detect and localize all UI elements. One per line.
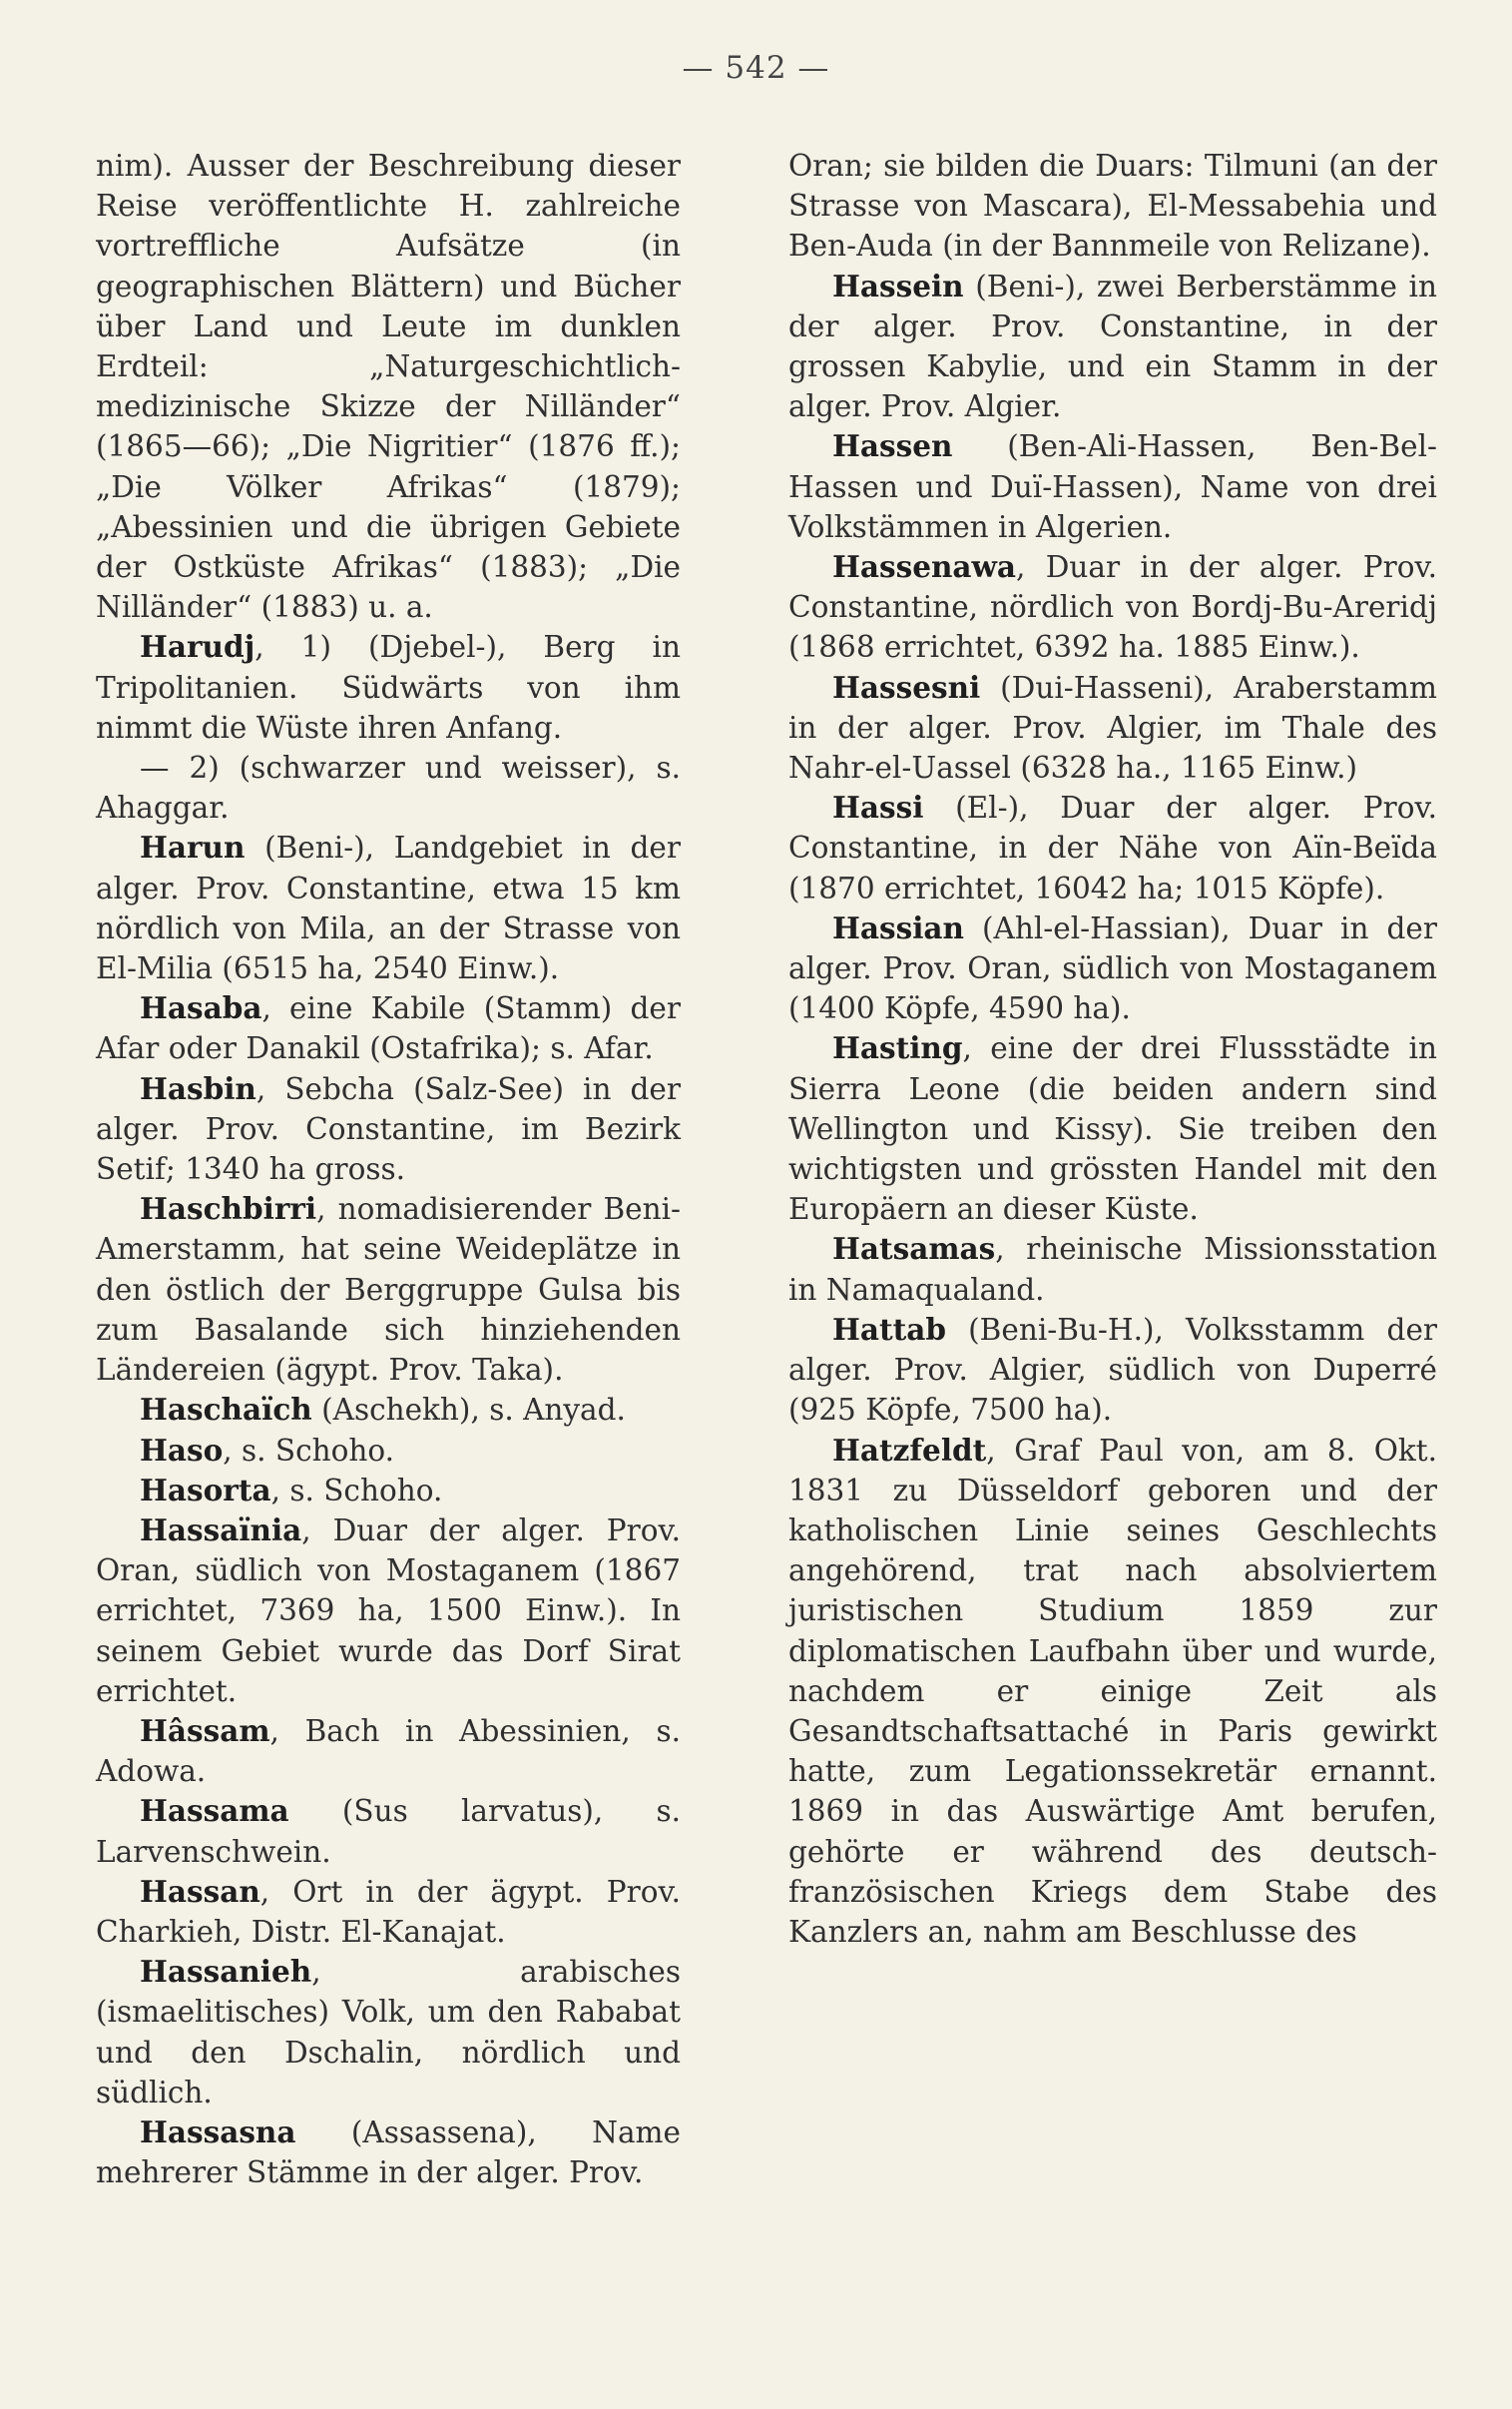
entry-headword: Hatzfeldt	[832, 1432, 987, 1468]
entry	[788, 547, 1437, 668]
entry	[788, 267, 1437, 427]
left-column	[96, 146, 681, 2192]
entry-headword: Hasorta	[140, 1472, 271, 1507]
entry-headword: Hattab	[832, 1311, 946, 1347]
entry-headword: Hassanieh	[140, 1954, 312, 1990]
entry-headword: Hassi	[832, 790, 924, 826]
entry-text: , Bach in Abessinien, s. Adowa.	[96, 1713, 681, 1789]
entry-text: (Ahl-el-Hassian), Duar in der alger. Prov. Oran, südlich von Mostaganem (1400 Köpfe, 4590 ha).	[788, 910, 1437, 1026]
entry-text: , eine der drei Flussstädte in Sierra Leone (die beiden andern sind Wellington und Kissy). Sie treiben den wichtigsten und grössten Handel mit den Europäern an dieser Küste.	[788, 1031, 1437, 1227]
entry	[788, 788, 1437, 908]
entry	[96, 1791, 681, 1871]
entry-text: , rheinische Missionsstation in Namaqualand.	[788, 1232, 1437, 1307]
entry	[96, 1069, 681, 1190]
entry-text: nim). Ausser der Beschreibung dieser Reise veröffentlichte H. zahlreiche vortreffliche Aufsätze (in geographischen Blättern) und Bücher über Land und Leute im dunklen Erdteil: „Naturgeschichtlich-medizinische Skizze der Nilländer“ (1865—66); „Die Nigritier“ (1876 ff.); „Die Völker Afrikas“ (1879); „Abessinien und die übrigen Gebiete der Ostküste Afrikas“ (1883); „Die Nilländer“ (1883) u. a.	[96, 149, 681, 625]
entry-text: (Beni-Bu-H.), Volksstamm der alger. Prov. Algier, südlich von Duperré (925 Köpfe, 7500 ha).	[788, 1312, 1437, 1428]
entry	[788, 1431, 1437, 1953]
entry-headword: Harun	[140, 830, 246, 866]
entry-headword: Hassein	[832, 268, 964, 303]
entry-headword: Hasbin	[140, 1070, 256, 1106]
entry	[788, 668, 1437, 789]
entry	[96, 1431, 681, 1471]
entry-text: (Assassena), Name mehrerer Stämme in der alger. Prov.	[96, 2114, 681, 2190]
entry-text: , 1) (Djebel-), Berg in Tripolitanien. Südwärts von ihm nimmt die Wüste ihren Anfang.	[96, 630, 681, 745]
entry-headword: Hatsamas	[832, 1231, 996, 1267]
entry-headword: Hassen	[832, 428, 953, 464]
entry-text: , Graf Paul von, am 8. Okt. 1831 zu Düsseldorf geboren und der katholischen Linie seines Geschlechts angehörend, trat nach absolviertem juristischen Studium 1859 zur diplomatischen Laufbahn über und wurde, nachdem er einige Zeit als Gesandtschaftsattaché in Paris gewirkt hatte, zum Legationssekretär ernannt. 1869 in das Auswärtige Amt berufen, gehörte er während des deutsch-französischen Kriegs dem Stabe des Kanzlers an, nahm am Beschlusse des	[788, 1433, 1437, 1949]
entry-text: (Beni-), Landgebiet in der alger. Prov. Constantine, etwa 15 km nördlich von Mila, an der Strasse von El-Milia (6515 ha, 2540 Einw.).	[96, 831, 681, 986]
entry-text: (Dui-Hasseni), Araberstamm in der alger. Prov. Algier, im Thale des Nahr-el-Uassel (6328 ha., 1165 Einw.)	[788, 670, 1437, 786]
entry-headword: Hâssam	[140, 1712, 270, 1748]
entry	[96, 988, 681, 1068]
entry-text: , s. Schoho.	[223, 1433, 395, 1468]
entry	[788, 908, 1437, 1029]
entry-text: , Duar in der alger. Prov. Constantine, nördlich von Bordj-Bu-Areridj (1868 errichtet, 6392 ha. 1885 Einw.).	[788, 550, 1437, 665]
entry	[96, 1471, 681, 1510]
entry-text: (Ben-Ali-Hassen, Ben-Bel-Hassen und Duï-Hassen), Name von drei Volkstämmen in Algerien.	[788, 429, 1437, 544]
entry	[96, 748, 681, 828]
entry-text: , arabisches (ismaelitisches) Volk, um den Rababat und den Dschalin, nördlich und südlich.	[96, 1955, 681, 2109]
entry-text: (Sus larvatus), s. Larvenschwein.	[96, 1794, 681, 1869]
entry-text: , s. Schoho.	[270, 1473, 443, 1507]
entry	[96, 2112, 681, 2192]
entry-headword: Hassasna	[140, 2113, 296, 2149]
entry	[788, 146, 1437, 267]
entry-text: , nomadisierender Beni-Amerstamm, hat seine Weideplätze in den östlich der Berggruppe Gulsa bis zum Basalande sich hinziehenden Ländereien (ägypt. Prov. Taka).	[96, 1192, 681, 1388]
entry-text: (El-), Duar der alger. Prov. Constantine, in der Nähe von Aïn-Beïda (1870 errichtet, 16042 ha; 1015 Köpfe).	[788, 791, 1437, 905]
entry-text: (Aschekh), s. Anyad.	[311, 1393, 626, 1428]
entry-headword: Hassan	[140, 1873, 260, 1909]
entry-text: (Beni-), zwei Berberstämme in der alger. Prov. Constantine, in der grossen Kabylie, und ein Stamm in der alger. Prov. Algier.	[788, 269, 1437, 424]
entry	[96, 627, 681, 748]
entry-headword: Hasting	[832, 1030, 963, 1066]
entry-headword: Haschaïch	[140, 1392, 312, 1428]
entry	[96, 1952, 681, 2112]
entry	[96, 1390, 681, 1430]
right-column	[788, 146, 1437, 1952]
page-number: — 542 —	[682, 50, 830, 86]
entry-text: , Duar der alger. Prov. Oran, südlich von Mostaganem (1867 errichtet, 7369 ha, 1500 Einw.). In seinem Gebiet wurde das Dorf Sirat errichtet.	[96, 1512, 681, 1708]
entry-headword: Hassama	[140, 1793, 289, 1829]
entry	[96, 1510, 681, 1711]
entry	[96, 1872, 681, 1952]
entry	[788, 426, 1437, 547]
entry	[788, 1310, 1437, 1431]
entry-headword: Hassesni	[832, 669, 981, 705]
entry	[788, 1028, 1437, 1229]
entry	[96, 1711, 681, 1791]
entry-text: , Ort in der ägypt. Prov. Charkieh, Distr. El-Kanajat.	[96, 1874, 681, 1949]
entry	[788, 1229, 1437, 1309]
entry-headword: Hassaïnia	[140, 1511, 302, 1547]
entry-headword: Harudj	[140, 629, 255, 665]
entry-headword: Hasaba	[140, 990, 262, 1026]
entry	[96, 1189, 681, 1390]
entry-text: , eine Kabile (Stamm) der Afar oder Danakil (Ostafrika); s. Afar.	[96, 991, 681, 1066]
entry	[96, 828, 681, 988]
entry-headword: Haschbirri	[140, 1191, 317, 1227]
entry	[96, 146, 681, 627]
entry-text: — 2) (schwarzer und weisser), s. Ahaggar.	[96, 751, 681, 826]
entry-headword: Hassenawa	[832, 549, 1017, 585]
entry-text: , Sebcha (Salz-See) in der alger. Prov. Constantine, im Bezirk Setif; 1340 ha gross.	[96, 1071, 681, 1187]
entry-text: Oran; sie bilden die Duars: Tilmuni (an der Strasse von Mascara), El-Messabehia und Ben-Auda (in der Bannmeile von Relizane).	[788, 149, 1437, 264]
entry-headword: Haso	[140, 1432, 224, 1468]
entry-headword: Hassian	[832, 909, 964, 945]
